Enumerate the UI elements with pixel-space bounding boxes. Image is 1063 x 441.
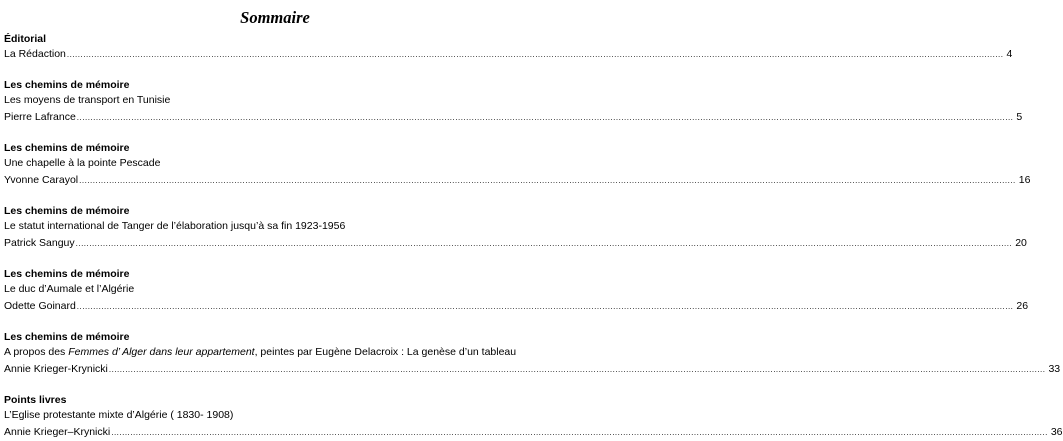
author-name: Odette Goinard <box>4 300 76 312</box>
section-heading: Éditorial <box>4 33 47 45</box>
page-number: 20 <box>1015 237 1027 249</box>
toc-section-editorial <box>4 32 1013 63</box>
article-title <box>4 407 515 424</box>
artwork-title-italic: Femmes d’ Alger dans leur appartement <box>68 346 255 358</box>
dot-leader: ........................................................................................................................................................................................................................................................................................................................................................ <box>76 302 1014 311</box>
dot-leader: ........................................................................................................................................................................................................................................................................................................................................................ <box>76 113 1014 122</box>
section-heading: Les chemins de mémoire <box>4 331 130 343</box>
dot-leader: ........................................................................................................................................................................................................................................................................................................................................................ <box>108 365 1046 374</box>
article-title-text: L’Eglise protestante mixte d’Algérie ( 1830- 1908) <box>4 409 234 421</box>
author-name: Annie Krieger-Krynicki <box>4 363 108 375</box>
dot-leader: ........................................................................................................................................................................................................................................................................................................................................................ <box>75 239 1013 248</box>
toc-entry <box>4 235 1027 252</box>
page-number: 16 <box>1018 174 1031 186</box>
dot-leader: ........................................................................................................................................................................................................................................................................................................................................................ <box>66 50 1004 59</box>
toc-section <box>4 330 1061 378</box>
article-title <box>4 281 515 298</box>
toc-section <box>4 141 1031 189</box>
author-name: Yvonne Carayol <box>4 174 79 186</box>
toc-section <box>4 267 1029 315</box>
author-name: Annie Krieger–Krynicki <box>4 426 111 438</box>
toc-entry <box>4 172 1031 189</box>
article-title-text: Le statut international de Tanger de l’élaboration jusqu’à sa fin 1923-1956 <box>4 220 346 232</box>
article-title-text-continued: , peintes par Eugène Delacroix : La genèse d’un tableau <box>254 346 517 358</box>
page-number: 26 <box>1016 300 1029 312</box>
toc-section <box>4 78 1023 126</box>
page-number: 33 <box>1048 363 1061 375</box>
author-name: Patrick Sanguy <box>4 237 75 249</box>
toc-entry <box>4 361 1061 378</box>
article-title <box>4 344 515 361</box>
section-heading: Les chemins de mémoire <box>4 79 130 91</box>
section-heading: Les chemins de mémoire <box>4 268 130 280</box>
section-heading: Les chemins de mémoire <box>4 205 130 217</box>
page-number: 4 <box>1006 48 1013 60</box>
toc-entry <box>4 46 1013 63</box>
toc-section <box>4 393 1063 441</box>
article-title-text: Une chapelle à la pointe Pescade <box>4 157 161 169</box>
article-title-text: A propos des <box>4 346 69 358</box>
section-heading: Les chemins de mémoire <box>4 142 130 154</box>
section-heading: Points livres <box>4 394 67 406</box>
toc-entry <box>4 424 1063 441</box>
article-title <box>4 92 515 109</box>
article-title-text: Les moyens de transport en Tunisie <box>4 94 171 106</box>
page-number: 36 <box>1050 426 1063 438</box>
toc-entry <box>4 298 1029 315</box>
author-name: Pierre Lafrance <box>4 111 76 123</box>
dot-leader: ........................................................................................................................................................................................................................................................................................................................................................ <box>79 176 1016 185</box>
page-title: Sommaire <box>240 8 310 27</box>
page-number: 5 <box>1016 111 1023 123</box>
article-title-text: Le duc d’Aumale et l’Algérie <box>4 283 135 295</box>
dot-leader: ........................................................................................................................................................................................................................................................................................................................................................ <box>111 428 1048 437</box>
author-name: La Rédaction <box>4 48 66 60</box>
article-title <box>4 155 515 172</box>
table-of-contents <box>4 32 1063 441</box>
toc-entry <box>4 109 1023 126</box>
toc-section <box>4 204 1027 252</box>
article-title <box>4 218 515 235</box>
